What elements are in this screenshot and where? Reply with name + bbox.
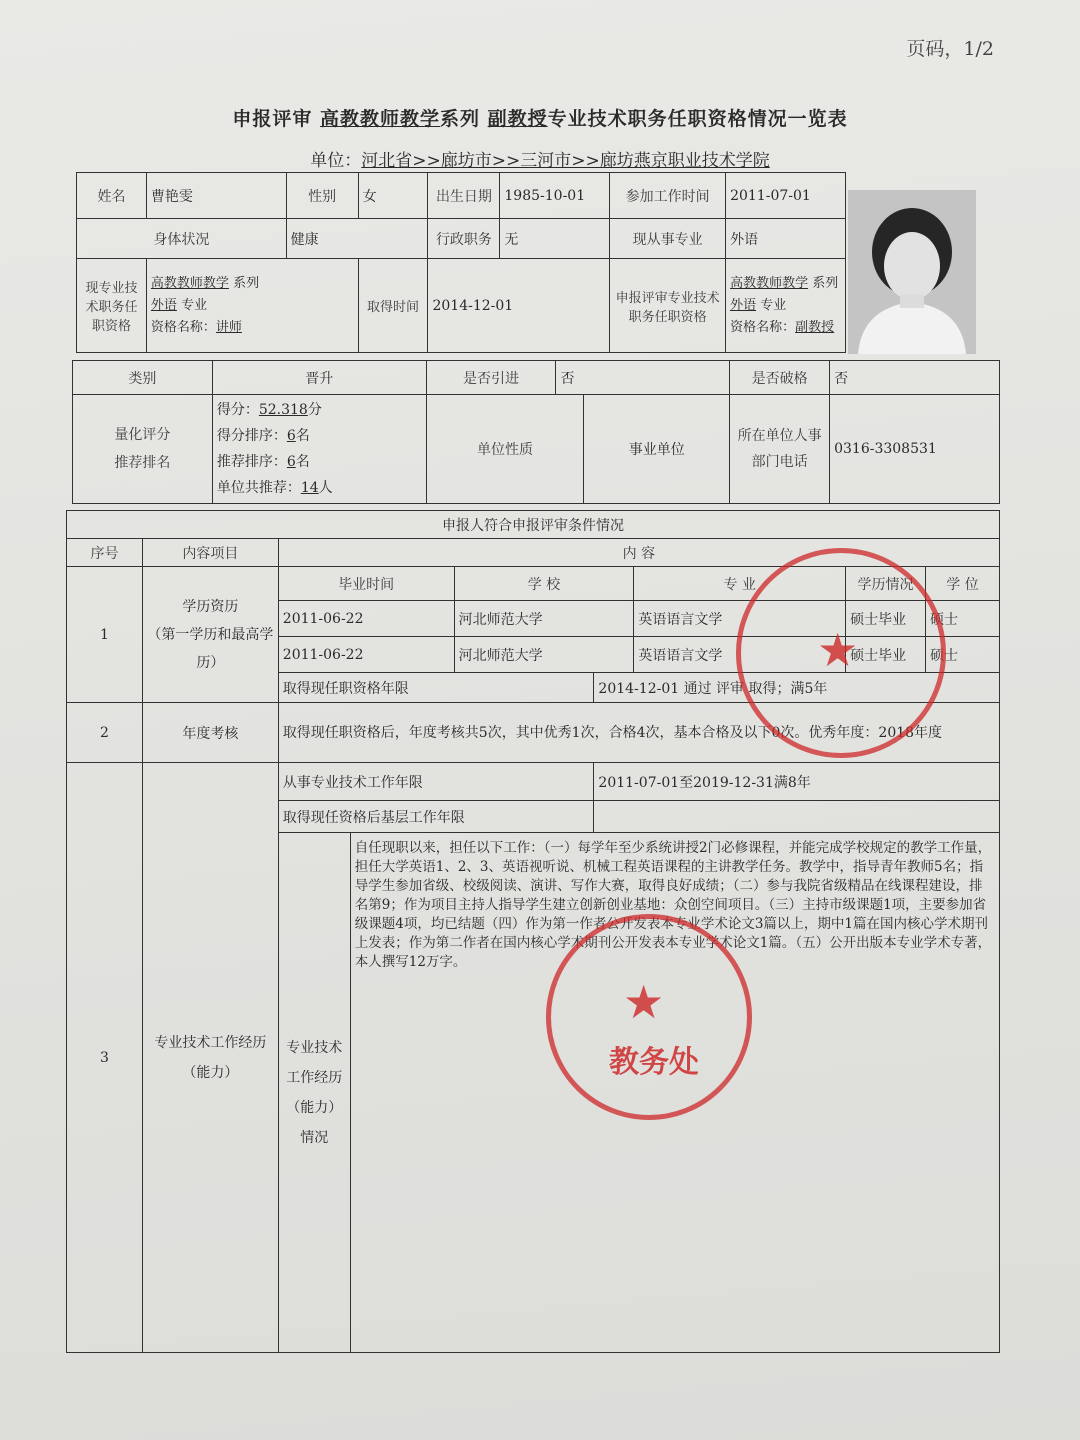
exp-sub-label bbox=[278, 833, 350, 1353]
title-rank: 副教授 bbox=[487, 108, 548, 130]
edu-row2-major: 英语语言文学 bbox=[634, 637, 846, 673]
obtain-date-label: 取得时间 bbox=[358, 259, 428, 353]
official-seal-2 bbox=[546, 914, 752, 1120]
seal-star-icon: ★ bbox=[817, 623, 859, 677]
grassroots-years-value bbox=[594, 801, 1000, 833]
major-value: 外语 bbox=[726, 219, 846, 259]
apply-qual-name: 副教授 bbox=[795, 319, 835, 335]
unit-nature-value: 事业单位 bbox=[584, 395, 730, 504]
score-unit: 分 bbox=[307, 402, 322, 418]
apply-series: 高教教师教学 bbox=[730, 275, 809, 291]
current-series: 高教教师教学 bbox=[150, 275, 229, 291]
phone-value: 0316-3308531 bbox=[830, 395, 1000, 504]
col-item: 内容项目 bbox=[142, 539, 278, 567]
edu-row1-date: 2011-06-22 bbox=[278, 601, 454, 637]
edu-row2-education: 硕士毕业 bbox=[846, 637, 926, 673]
edu-row1-school: 河北师范大学 bbox=[454, 601, 634, 637]
name-label: 姓名 bbox=[77, 173, 147, 219]
col-number: 序号 bbox=[67, 539, 143, 567]
major-label: 现从事专业 bbox=[610, 219, 726, 259]
rec-unit: 名 bbox=[295, 454, 310, 470]
edu-row1-degree: 硕士 bbox=[926, 601, 1000, 637]
apply-qual-name-label: 资格名称： bbox=[730, 319, 796, 335]
current-major: 外语 bbox=[150, 297, 177, 313]
total-unit: 人 bbox=[318, 480, 333, 496]
gender-value: 女 bbox=[358, 173, 428, 219]
admin-value: 无 bbox=[500, 219, 610, 259]
edu-header-education: 学历情况 bbox=[846, 567, 926, 601]
score-label-2: 推荐排名 bbox=[114, 455, 171, 471]
birth-value: 1985-10-01 bbox=[500, 173, 610, 219]
exception-value: 否 bbox=[830, 361, 1000, 395]
current-qual-value bbox=[146, 259, 358, 353]
current-qual-name-label: 资格名称： bbox=[150, 319, 216, 335]
conditions-title: 申报人符合申报评审条件情况 bbox=[67, 511, 1000, 539]
rank-value: 6 bbox=[286, 428, 296, 444]
seal-star-icon: ★ bbox=[623, 975, 665, 1029]
introduced-label: 是否引进 bbox=[426, 361, 556, 395]
page-number: 页码，1/2 bbox=[906, 38, 994, 60]
rank-title: 得分排序： bbox=[216, 428, 287, 444]
annual-number: 2 bbox=[67, 703, 143, 763]
exception-label: 是否破格 bbox=[730, 361, 830, 395]
col-content: 内 容 bbox=[278, 539, 999, 567]
applicant-photo bbox=[848, 190, 976, 354]
current-series-suffix: 系列 bbox=[233, 275, 260, 291]
exp-sub-label-4: 情况 bbox=[300, 1129, 329, 1146]
annual-text: 取得现任职资格后，年度考核共5次，其中优秀1次，合格4次，基本合格及以下0次。优秀年度：2018年度 bbox=[278, 703, 999, 763]
category-label: 类别 bbox=[73, 361, 213, 395]
exp-number: 3 bbox=[67, 763, 143, 1353]
birth-label: 出生日期 bbox=[428, 173, 500, 219]
edu-item-2: （第一学历和最高学历） bbox=[147, 626, 274, 671]
edu-header-school: 学 校 bbox=[454, 567, 634, 601]
qual-years-value: 2014-12-01 通过 评审 取得；满5年 bbox=[594, 673, 1000, 703]
edu-item-1: 学历资历 bbox=[182, 598, 239, 615]
obtain-date-value: 2014-12-01 bbox=[428, 259, 610, 353]
edu-row1-education: 硕士毕业 bbox=[846, 601, 926, 637]
apply-series-suffix: 系列 bbox=[812, 275, 839, 291]
score-details bbox=[212, 395, 426, 504]
edu-header-degree: 学 位 bbox=[926, 567, 1000, 601]
unit-nature-label: 单位性质 bbox=[426, 395, 584, 504]
unit-label: 单位： bbox=[310, 151, 362, 171]
apply-qual-value bbox=[726, 259, 846, 353]
score-label-1: 量化评分 bbox=[114, 427, 171, 443]
name-value: 曹艳雯 bbox=[146, 173, 286, 219]
score-label bbox=[73, 395, 213, 504]
annual-item: 年度考核 bbox=[142, 703, 278, 763]
apply-major: 外语 bbox=[730, 297, 757, 313]
category-value: 晋升 bbox=[212, 361, 426, 395]
edu-number: 1 bbox=[67, 567, 143, 703]
total-value: 14 bbox=[300, 480, 319, 496]
seal-text: 教务处 bbox=[609, 1045, 699, 1080]
total-title: 单位共推荐： bbox=[216, 480, 301, 496]
rank-unit: 名 bbox=[295, 428, 310, 444]
rec-value: 6 bbox=[286, 454, 296, 470]
phone-label: 所在单位人事部门电话 bbox=[730, 395, 830, 504]
edu-row1-major: 英语语言文学 bbox=[634, 601, 846, 637]
exp-sub-label-3: （能力） bbox=[286, 1099, 343, 1116]
basic-info-table bbox=[76, 172, 846, 353]
admin-label: 行政职务 bbox=[428, 219, 500, 259]
edu-item bbox=[142, 567, 278, 703]
health-label: 身体状况 bbox=[77, 219, 287, 259]
score-value: 52.318 bbox=[258, 402, 308, 418]
exp-years-value: 2011-07-01至2019-12-31满8年 bbox=[594, 763, 1000, 801]
qual-years-label: 取得现任职资格年限 bbox=[278, 673, 594, 703]
document-title bbox=[0, 104, 1080, 131]
apply-major-suffix: 专业 bbox=[760, 297, 787, 313]
grassroots-years-label: 取得现任资格后基层工作年限 bbox=[278, 801, 594, 833]
introduced-value: 否 bbox=[556, 361, 730, 395]
work-start-label: 参加工作时间 bbox=[610, 173, 726, 219]
current-major-suffix: 专业 bbox=[181, 297, 208, 313]
exp-text: 自任现职以来，担任以下工作：（一）每学年至少系统讲授2门必修课程，并能完成学校规定的教学工作量，担任大学英语1、2、3、英语视听说、机械工程英语课程的主讲教学任务。教学中，指导青年教师5名；指导学生参加省级、校级阅读、演讲、写作大赛，取得良好成绩；（二）参与我院省级精品在线课程建设，排名第9；作为项目主持人指导学生建立创新创业基地：众创空间项目。（三）主持市级课题1项，主要参加省级课题4项，均已结题（四）作为第一作者公开发表本专业学术论文3篇以上，期中1篇在国内核心学术期刊上发表；作为第二作者在国内核心学术期刊公开发表本专业学术论文1篇。（五）公开出版本专业学术专著，本人撰写12万字。 bbox=[350, 833, 999, 1353]
unit-value: 河北省>>廊坊市>>三河市>>廊坊燕京职业技术学院 bbox=[361, 151, 770, 171]
title-prefix: 申报评审 bbox=[232, 108, 313, 130]
edu-row2-date: 2011-06-22 bbox=[278, 637, 454, 673]
category-table bbox=[72, 360, 1000, 504]
unit-line bbox=[0, 146, 1080, 171]
current-qual-label: 现专业技术职务任职资格 bbox=[77, 259, 147, 353]
title-suffix: 专业技术职务任职资格情况一览表 bbox=[547, 108, 848, 130]
apply-qual-label: 申报评审专业技术职务任职资格 bbox=[610, 259, 726, 353]
exp-sub-label-2: 工作经历 bbox=[286, 1069, 343, 1086]
title-series: 高教教师教学 bbox=[319, 108, 440, 130]
edu-row2-degree: 硕士 bbox=[926, 637, 1000, 673]
edu-row2-school: 河北师范大学 bbox=[454, 637, 634, 673]
portrait-image bbox=[848, 190, 976, 354]
score-title: 得分： bbox=[216, 402, 259, 418]
exp-item-2: （能力） bbox=[182, 1064, 239, 1081]
exp-item bbox=[142, 763, 278, 1353]
exp-item-1: 专业技术工作经历 bbox=[154, 1034, 267, 1051]
current-qual-name: 讲师 bbox=[215, 319, 242, 335]
rec-title: 推荐排序： bbox=[216, 454, 287, 470]
title-series-suffix: 系列 bbox=[439, 108, 480, 130]
health-value: 健康 bbox=[286, 219, 428, 259]
exp-sub-label-1: 专业技术 bbox=[286, 1039, 343, 1056]
work-start-value: 2011-07-01 bbox=[726, 173, 846, 219]
edu-header-date: 毕业时间 bbox=[278, 567, 454, 601]
gender-label: 性别 bbox=[286, 173, 358, 219]
official-seal-1 bbox=[736, 548, 946, 758]
edu-header-major: 专 业 bbox=[634, 567, 846, 601]
exp-years-label: 从事专业技术工作年限 bbox=[278, 763, 594, 801]
